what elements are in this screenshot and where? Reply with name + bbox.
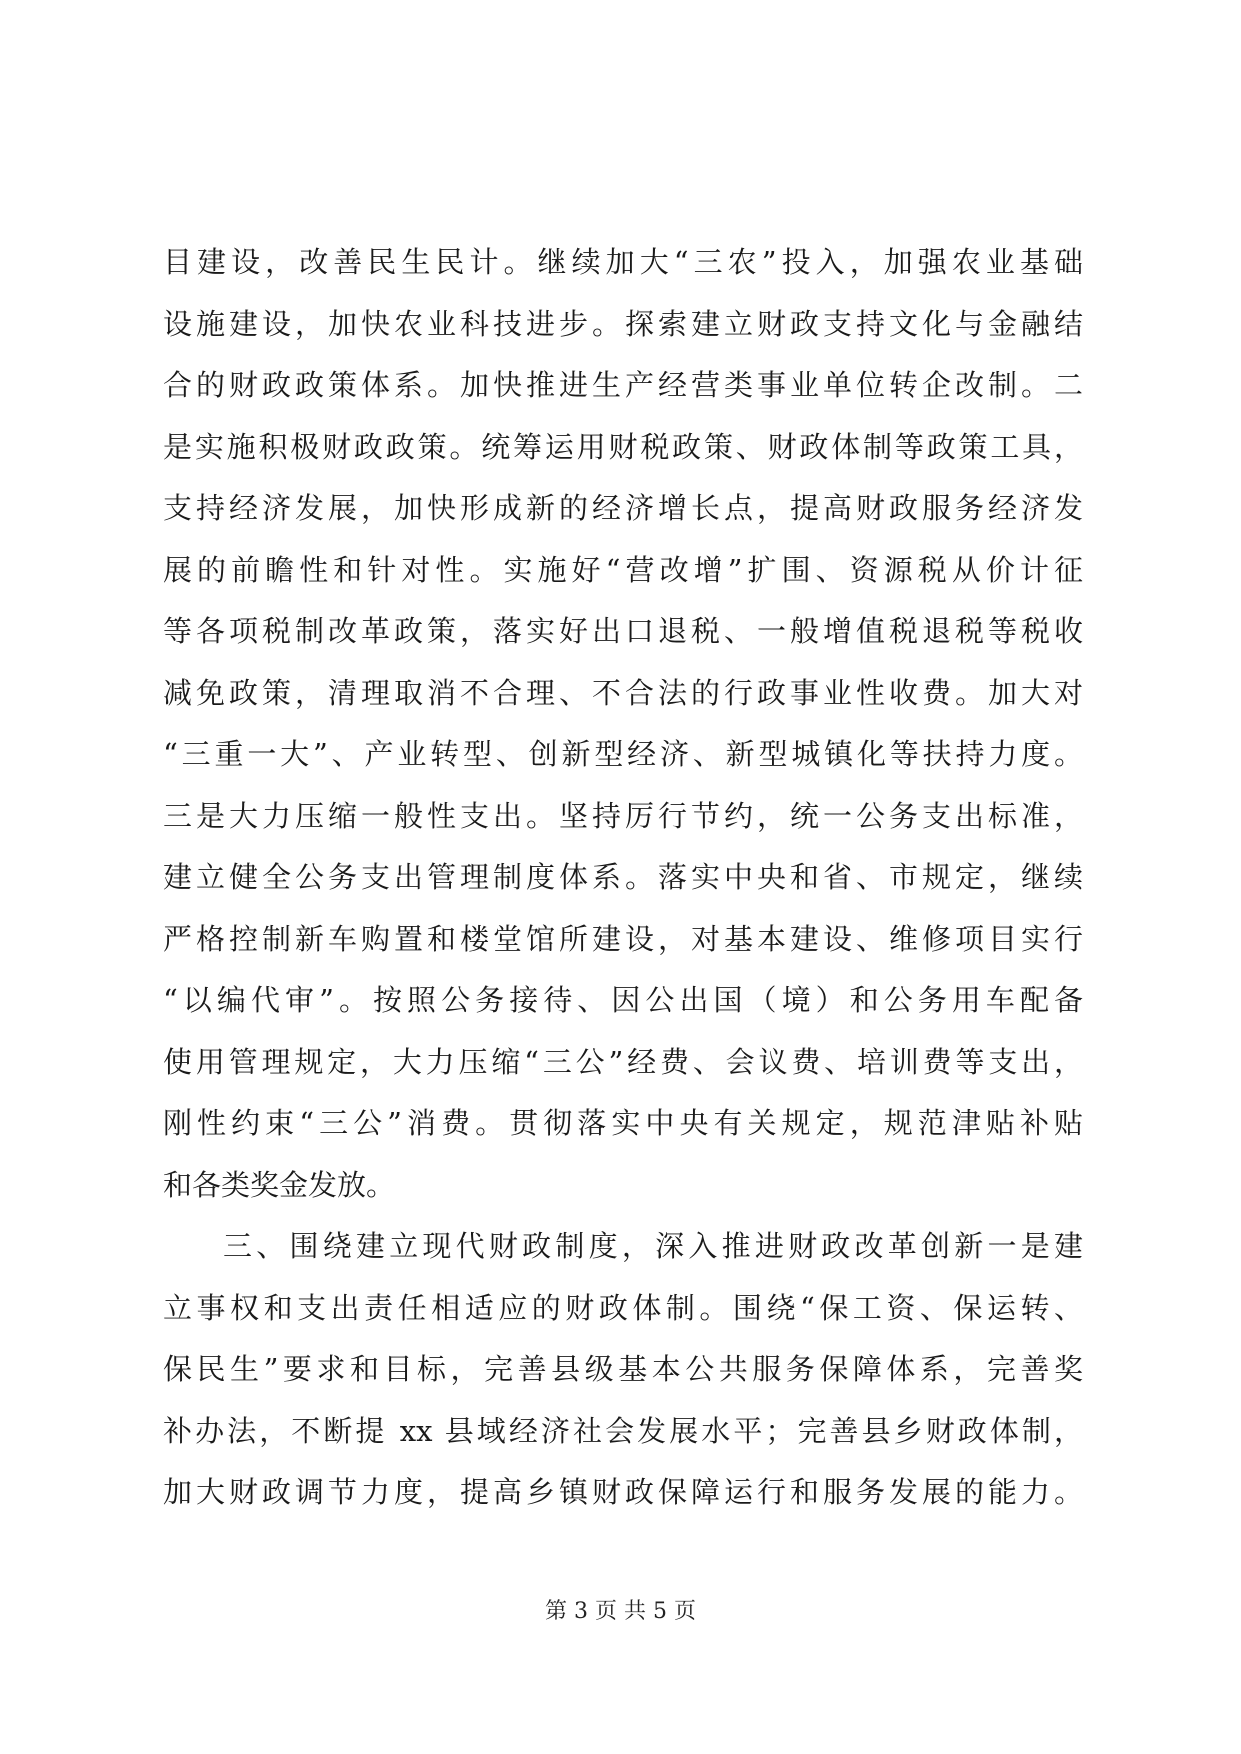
text-line: 等各项税制改革政策，落实好出口退税、一般增值税退税等税收 xyxy=(163,614,1083,648)
text-line: 严格控制新车购置和楼堂馆所建设，对基本建设、维修项目实行 xyxy=(163,921,1083,956)
text-line: 建立健全公务支出管理制度体系。落实中央和省、市规定，继续 xyxy=(163,860,1083,894)
text-line: “三重一大”、产业转型、创新型经济、新型城镇化等扶持力度。 xyxy=(163,737,1083,771)
text-line: 支持经济发展，加快形成新的经济增长点，提高财政服务经济发 xyxy=(163,491,1083,525)
text-line: 设施建设，加快农业科技进步。探索建立财政支持文化与金融结 xyxy=(163,306,1083,341)
text-line: 展的前瞻性和针对性。实施好“营改增”扩围、资源税从价计征 xyxy=(163,552,1083,587)
text-line: 合的财政政策体系。加快推进生产经营类事业单位转企改制。二 xyxy=(163,368,1083,402)
text-line: 加大财政调节力度，提高乡镇财政保障运行和服务发展的能力。 xyxy=(163,1475,1083,1509)
text-line: 三是大力压缩一般性支出。坚持厉行节约，统一公务支出标准， xyxy=(163,798,1083,833)
text-line: 立事权和支出责任相适应的财政体制。围绕“保工资、保运转、 xyxy=(163,1290,1083,1325)
document-body xyxy=(163,232,1083,1524)
text-line: 目建设，改善民生民计。继续加大“三农”投入，加强农业基础 xyxy=(163,245,1083,279)
text-line: 补办法，不断提 xx 县域经济社会发展水平；完善县乡财政体制， xyxy=(163,1413,1083,1448)
text-line: “以编代审”。按照公务接待、因公出国（境）和公务用车配备 xyxy=(163,983,1083,1017)
text-line: 保民生”要求和目标，完善县级基本公共服务保障体系，完善奖 xyxy=(163,1352,1083,1386)
paragraph-end-line: 和各类奖金发放。 xyxy=(163,1167,396,1202)
section-heading-line: 三、围绕建立现代财政制度，深入推进财政改革创新一是建 xyxy=(223,1229,1083,1263)
text-line: 减免政策，清理取消不合理、不合法的行政事业性收费。加大对 xyxy=(163,675,1083,710)
text-line: 刚性约束“三公”消费。贯彻落实中央有关规定，规范津贴补贴 xyxy=(163,1106,1083,1140)
page-number-footer: 第 3 页 共 5 页 xyxy=(545,1599,696,1624)
text-line: 使用管理规定，大力压缩“三公”经费、会议费、培训费等支出， xyxy=(163,1044,1083,1079)
text-line: 是实施积极财政政策。统筹运用财税政策、财政体制等政策工具， xyxy=(163,429,1083,464)
